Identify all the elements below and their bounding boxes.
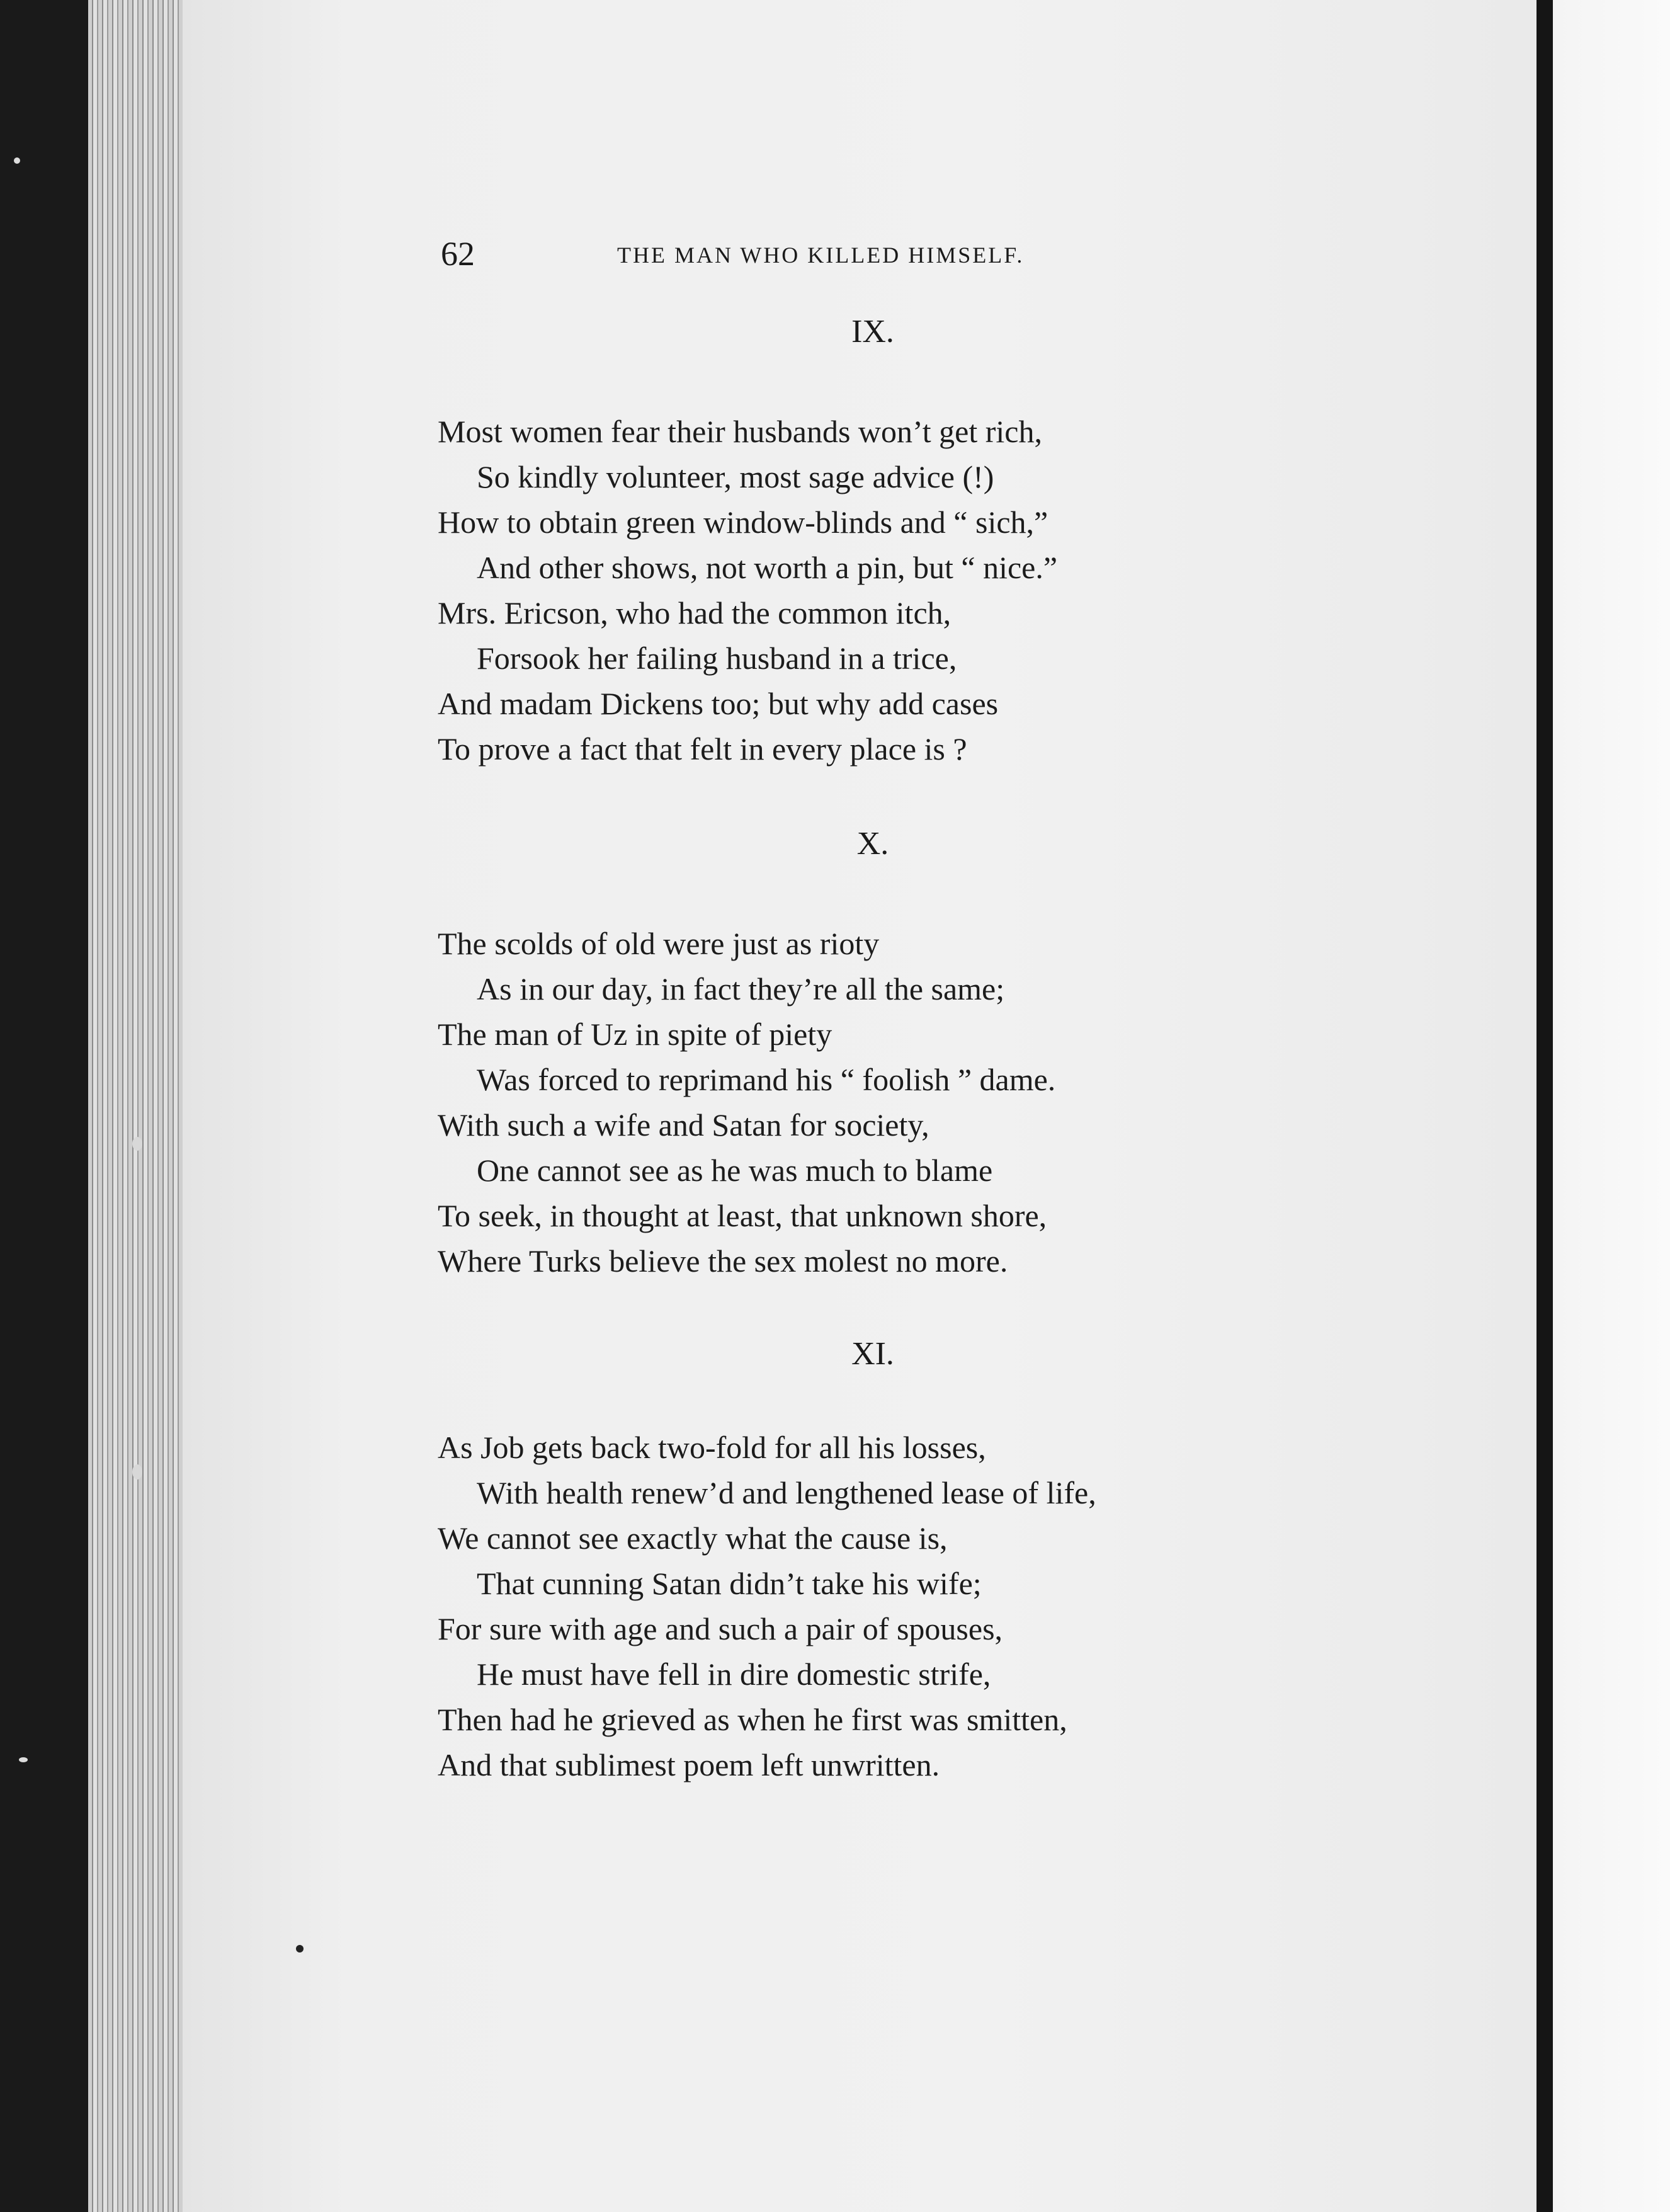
stanza-number: X. [856, 826, 889, 862]
verse-line: Was forced to reprimand his “ foolish ” dame. [477, 1062, 1056, 1097]
verse-line: To seek, in thought at least, that unknown shore, [438, 1198, 1047, 1233]
verse-line: And madam Dickens too; but why add cases [438, 686, 999, 721]
page-number: 62 [441, 235, 475, 273]
verse-line: For sure with age and such a pair of spouses, [438, 1611, 1003, 1646]
stanza-number: XI. [851, 1336, 894, 1372]
verse-line: With health renew’d and lengthened lease of life, [477, 1475, 1096, 1510]
verse-line: We cannot see exactly what the cause is, [438, 1520, 948, 1556]
verse-line: He must have fell in dire domestic strife, [477, 1656, 991, 1692]
scan-speck [296, 1945, 304, 1953]
verse-line: One cannot see as he was much to blame [477, 1153, 993, 1188]
page-header [441, 234, 1259, 278]
stanza-xi [438, 1425, 1319, 1787]
verse-line: As Job gets back two-fold for all his losses, [438, 1430, 986, 1465]
verse-line: With such a wife and Satan for society, [438, 1107, 929, 1143]
scan-speck [19, 1757, 28, 1762]
verse-line: To prove a fact that felt in every place is ? [438, 731, 967, 767]
verse-line: Then had he grieved as when he first was smitten, [438, 1702, 1067, 1737]
stanza-ix [438, 409, 1319, 772]
verse-line: So kindly volunteer, most sage advice (!) [477, 459, 994, 494]
stanza-number: IX. [851, 314, 894, 350]
verse-line: As in our day, in fact they’re all the same; [477, 971, 1005, 1006]
verse-line: Mrs. Ericson, who had the common itch, [438, 595, 951, 630]
verse-line: Where Turks believe the sex molest no more. [438, 1243, 1008, 1279]
stanza-x [438, 921, 1319, 1284]
verse-line: Most women fear their husbands won’t get rich, [438, 414, 1042, 449]
scan-speck [132, 1137, 142, 1151]
verse-line: How to obtain green window-blinds and “ sich,” [438, 505, 1048, 540]
verse-line: The man of Uz in spite of piety [438, 1017, 832, 1052]
scan-speck [132, 1464, 142, 1479]
scan-speck [14, 157, 20, 164]
verse-line: And that sublimest poem left unwritten. [438, 1747, 940, 1782]
verse-line: That cunning Satan didn’t take his wife; [477, 1566, 982, 1601]
running-head: THE MAN WHO KILLED HIMSELF. [617, 242, 1025, 268]
verse-line: Forsook her failing husband in a trice, [477, 641, 957, 676]
verse-line: The scolds of old were just as rioty [438, 926, 880, 961]
verse-line: And other shows, not worth a pin, but “ nice.” [477, 550, 1058, 585]
